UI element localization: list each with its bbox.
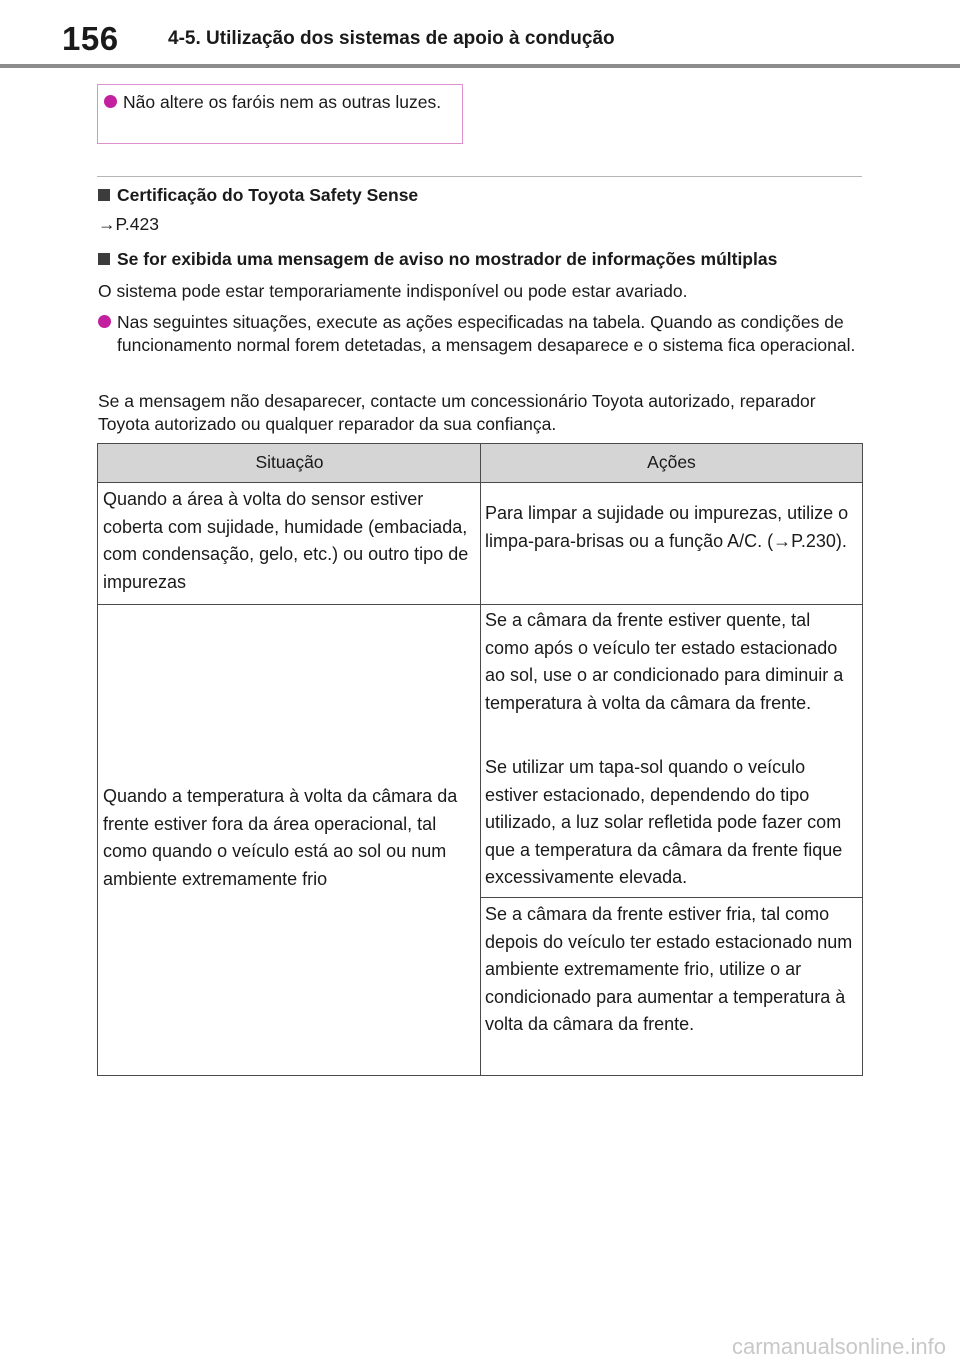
certification-heading: Certificação do Toyota Safety Sense xyxy=(117,185,419,205)
notice-box xyxy=(97,84,463,144)
warning-intro: O sistema pode estar temporariamente indisponível ou pode estar avariado. xyxy=(98,281,688,301)
square-bullet-icon xyxy=(98,253,110,265)
table-cell-situation: Quando a área à volta do sensor estiver coberta com sujidade, humidade (embaciada, com condensação, gelo, etc.) ou outro tipo de impurezas xyxy=(103,489,469,592)
page-header xyxy=(0,0,960,68)
warning-heading: Se for exibida uma mensagem de aviso no mostrador de informações múltiplas xyxy=(117,249,778,269)
square-bullet-icon xyxy=(98,189,110,201)
bullet-dot-icon xyxy=(104,95,117,108)
notice-text: Não altere os faróis nem as outras luzes. xyxy=(123,92,442,112)
table-cell-action: Se a câmara da frente estiver quente, tal como após o veículo ter estado estacionado ao sol, use o ar condicionado para diminuir a temperatura à volta da câmara da frente. xyxy=(485,610,844,713)
column-header-situation: Situação xyxy=(98,444,481,483)
watermark: carmanualsonline.info xyxy=(731,1334,946,1359)
header-rule xyxy=(0,64,960,68)
warning-contact: Se a mensagem não desaparecer, contacte um concessionário Toyota autorizado, reparador Toyota autorizado ou qualquer reparador da sua confiança. xyxy=(98,391,816,434)
table-cell-action: Se a câmara da frente estiver fria, tal como depois do veículo ter estado estacionado num ambiente extremamente frio, utilize o ar condicionado para aumentar a temperatura à volta da câmara da frente. xyxy=(485,904,853,1034)
row-divider xyxy=(98,604,862,605)
arrow-icon: → xyxy=(98,214,116,234)
column-divider xyxy=(480,444,481,1075)
actions-table xyxy=(97,443,863,1076)
column-header-actions: Ações xyxy=(481,444,862,483)
section-title: 4-5. Utilização dos sistemas de apoio à condução xyxy=(168,28,615,49)
table-cell-action: Para limpar a sujidade ou impurezas, utilize o limpa-para-brisas ou a função A/C. (→P.230). xyxy=(485,503,849,551)
section-divider xyxy=(97,176,862,177)
warning-bullet: Nas seguintes situações, execute as ações especificadas na tabela. Quando as condições de funcionamento normal forem detetadas, a mensagem desaparece e o sistema fica operacional. xyxy=(117,312,856,355)
certification-reference xyxy=(98,213,159,236)
page-number: 156 xyxy=(62,20,119,57)
row-divider xyxy=(481,897,862,898)
table-cell-situation: Quando a temperatura à volta da câmara da frente estiver fora da área operacional, tal como quando o veículo está ao sol ou num ambiente extremamente frio xyxy=(103,786,458,889)
reference-link[interactable]: P.423 xyxy=(115,214,159,234)
table-cell-action: Se utilizar um tapa-sol quando o veículo estiver estacionado, dependendo do tipo utilizado, a luz solar refletida pode fazer com que a temperatura da câmara da frente fique excessivamente elevada. xyxy=(485,757,843,887)
bullet-dot-icon xyxy=(98,315,111,328)
